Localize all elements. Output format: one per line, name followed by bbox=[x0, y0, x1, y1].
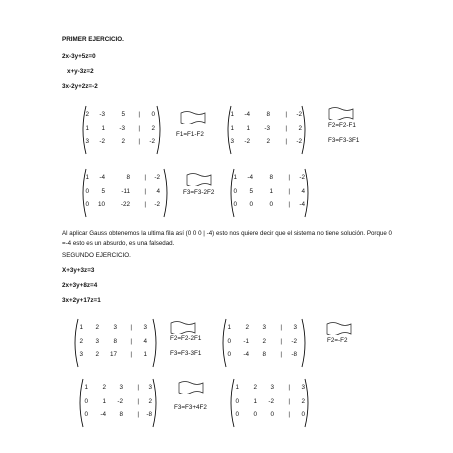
matrix-cell: | bbox=[288, 174, 290, 181]
row-operation: F3=F3-3F1 bbox=[328, 137, 360, 144]
matrix-cell: | bbox=[280, 351, 282, 358]
matrix-cell: | bbox=[288, 187, 290, 195]
matrix-cell: 1 bbox=[246, 124, 250, 132]
matrix-cell: 1 bbox=[84, 384, 88, 391]
matrix-cell: -4 bbox=[299, 201, 305, 208]
right-bracket bbox=[305, 169, 308, 217]
matrix-cell: 0 bbox=[233, 201, 237, 208]
matrix-cell: | bbox=[288, 201, 290, 208]
matrix-cell: 2 bbox=[266, 138, 270, 145]
augmented-matrix bbox=[225, 105, 308, 155]
augmented-matrix bbox=[228, 378, 311, 428]
row-operation: F1=F1-F2 bbox=[176, 131, 204, 138]
right-bracket bbox=[153, 319, 156, 367]
matrix-cell: 8 bbox=[113, 337, 117, 345]
matrix-cell: 10 bbox=[97, 201, 105, 208]
matrix-cell: 2 bbox=[102, 384, 106, 391]
matrix-cell: 0 bbox=[249, 201, 253, 208]
matrix-cell: | bbox=[144, 174, 146, 181]
matrix-cell: 1 bbox=[85, 124, 89, 132]
matrix-cell: 3 bbox=[230, 138, 234, 145]
right-bracket bbox=[157, 106, 160, 154]
matrix-cell: 4 bbox=[156, 187, 160, 195]
matrix-cell: 1 bbox=[79, 324, 83, 331]
matrix-cell: 3 bbox=[79, 351, 83, 358]
matrix-cell: | bbox=[130, 324, 132, 331]
matrix-cell: -1 bbox=[243, 337, 249, 345]
matrix-cell: 8 bbox=[262, 351, 266, 358]
matrix-cell: 2 bbox=[298, 124, 302, 132]
matrix-cell: | bbox=[288, 411, 290, 418]
augmented-matrix bbox=[77, 378, 159, 428]
exercise-2-equation-1: X+3y+3z=3 bbox=[62, 267, 95, 274]
matrix-cell: 1 bbox=[230, 124, 234, 132]
matrix-cell: -2 bbox=[154, 174, 160, 181]
matrix-cell: 1 bbox=[253, 397, 257, 405]
matrix-cell: 4 bbox=[301, 187, 305, 195]
matrix-cell: 1 bbox=[143, 351, 147, 358]
matrix-cell: -2 bbox=[154, 201, 160, 208]
matrix-cell: 1 bbox=[230, 111, 234, 118]
row-operation: F3=F3-2F2 bbox=[183, 189, 215, 196]
matrix-cell: | bbox=[130, 337, 132, 345]
matrix-cell: | bbox=[285, 111, 287, 118]
matrix-cell: -3 bbox=[119, 124, 125, 132]
matrix-cell: -3 bbox=[99, 111, 105, 118]
matrix-cell: 2 bbox=[95, 324, 99, 331]
matrix-cell: 0 bbox=[85, 187, 89, 195]
matrix-cell: -4 bbox=[244, 111, 250, 118]
matrix-cell: -22 bbox=[120, 201, 130, 208]
matrix-cell: | bbox=[137, 384, 139, 391]
matrix-cell: -4 bbox=[247, 174, 253, 181]
matrix-cell: | bbox=[285, 138, 287, 145]
matrix-cell: | bbox=[137, 411, 139, 418]
matrix-cell: | bbox=[137, 397, 139, 405]
matrix-cell: 0 bbox=[253, 411, 257, 418]
matrix-cell: 0 bbox=[301, 411, 305, 418]
augmented-matrix bbox=[72, 318, 159, 368]
matrix-cell: 2 bbox=[79, 337, 83, 345]
matrix-cell: 2 bbox=[121, 138, 125, 145]
matrix-cell: -2 bbox=[117, 397, 123, 405]
matrix-cell: | bbox=[285, 124, 287, 132]
matrix-cell: -2 bbox=[268, 397, 274, 405]
matrix-cell: 2 bbox=[95, 351, 99, 358]
matrix-cell: 1 bbox=[235, 384, 239, 391]
matrix-cell: 17 bbox=[109, 351, 117, 358]
matrix-cell: 1 bbox=[227, 324, 231, 331]
matrix-cell: 2 bbox=[85, 111, 89, 118]
matrix-cell: 3 bbox=[270, 384, 274, 391]
matrix-cell: 0 bbox=[227, 337, 231, 345]
matrix-cell: | bbox=[138, 111, 140, 118]
matrix-cell: 0 bbox=[84, 397, 88, 405]
right-bracket bbox=[153, 379, 156, 427]
matrix-cell: 3 bbox=[293, 324, 297, 331]
exercise-1-title: PRIMER EJERCICIO. bbox=[62, 36, 124, 43]
exercise-1-equation-3: 3x-2y+2z=-2 bbox=[62, 83, 98, 90]
exercise-1-equation-2: x+y-3z=2 bbox=[67, 68, 94, 75]
matrix-cell: -2 bbox=[149, 138, 155, 145]
matrix-cell: 2 bbox=[262, 337, 266, 345]
matrix-cell: 0 bbox=[85, 201, 89, 208]
row-operation: F3=F3+4F2 bbox=[174, 404, 207, 411]
matrix-cell: -8 bbox=[146, 411, 152, 418]
matrix-cell: -8 bbox=[291, 351, 297, 358]
matrix-cell: 4 bbox=[143, 337, 147, 345]
matrix-cell: | bbox=[280, 324, 282, 331]
matrix-cell: 0 bbox=[235, 397, 239, 405]
matrix-cell: -4 bbox=[99, 174, 105, 181]
matrix-cell: 5 bbox=[121, 111, 125, 118]
matrix-cell: 5 bbox=[101, 187, 105, 195]
exercise-2-title: SEGUNDO EJERCICIO. bbox=[62, 252, 131, 259]
row-operation: F2=F2-2F1 bbox=[170, 335, 202, 342]
matrix-cell: -3 bbox=[264, 124, 270, 132]
augmented-matrix bbox=[80, 168, 170, 218]
augmented-matrix bbox=[220, 318, 308, 368]
matrix-cell: 0 bbox=[151, 111, 155, 118]
matrix-cell: 3 bbox=[95, 337, 99, 345]
matrix-cell: 2 bbox=[245, 324, 249, 331]
right-bracket bbox=[302, 319, 305, 367]
matrix-cell: 8 bbox=[119, 411, 123, 418]
matrix-cell: 3 bbox=[85, 138, 89, 145]
matrix-cell: -2 bbox=[296, 111, 302, 118]
exercise-2-equation-2: 2x+3y+8z=4 bbox=[62, 282, 98, 289]
matrix-cell: -2 bbox=[299, 174, 305, 181]
right-bracket bbox=[302, 106, 305, 154]
matrix-cell: -2 bbox=[99, 138, 105, 145]
row-operation: F2=-F2 bbox=[327, 337, 348, 344]
matrix-cell: | bbox=[280, 337, 282, 345]
matrix-cell: 1 bbox=[101, 124, 105, 132]
matrix-cell: -4 bbox=[243, 351, 249, 358]
matrix-cell: 0 bbox=[233, 187, 237, 195]
matrix-cell: 0 bbox=[84, 411, 88, 418]
matrix-cell: 1 bbox=[85, 174, 89, 181]
matrix-cell: 3 bbox=[148, 384, 152, 391]
matrix-cell: | bbox=[144, 201, 146, 208]
matrix-cell: 1 bbox=[233, 174, 237, 181]
matrix-cell: -4 bbox=[100, 411, 106, 418]
matrix-cell: 5 bbox=[249, 187, 253, 195]
matrix-cell: 0 bbox=[227, 351, 231, 358]
augmented-matrix bbox=[80, 105, 163, 155]
matrix-cell: 8 bbox=[126, 174, 130, 181]
matrix-cell: | bbox=[288, 384, 290, 391]
exercise-1-equation-1: 2x-3y+5z=0 bbox=[62, 53, 96, 60]
matrix-cell: | bbox=[144, 187, 146, 195]
matrix-cell: 2 bbox=[151, 124, 155, 132]
matrix-cell: -2 bbox=[244, 138, 250, 145]
matrix-cell: -2 bbox=[291, 337, 297, 345]
matrix-cell: -2 bbox=[296, 138, 302, 145]
right-bracket bbox=[305, 379, 308, 427]
matrix-cell: | bbox=[138, 124, 140, 132]
matrix-cell: 3 bbox=[262, 324, 266, 331]
matrix-cell: 3 bbox=[301, 384, 305, 391]
matrix-cell: 1 bbox=[102, 397, 106, 405]
matrix-cell: | bbox=[138, 138, 140, 145]
matrix-cell: 8 bbox=[266, 111, 270, 118]
row-operation: F2=F2-F1 bbox=[328, 122, 356, 129]
matrix-cell: -11 bbox=[121, 187, 130, 195]
right-bracket bbox=[164, 169, 167, 217]
matrix-cell: 2 bbox=[148, 397, 152, 405]
arrow-flag-icon bbox=[178, 380, 204, 399]
matrix-cell: 2 bbox=[253, 384, 257, 391]
conclusion-paragraph: Al aplicar Gauss obtenemos la ultima fila así (0 0 0 | -4) esto nos quiere decir que el sistema no tiene solución. Porque 0 =-4 esto es un absurdo, es una falsedad. bbox=[62, 230, 392, 247]
arrow-flag-icon bbox=[180, 110, 206, 129]
augmented-matrix bbox=[228, 168, 311, 218]
matrix-cell: 3 bbox=[113, 324, 117, 331]
matrix-cell: 8 bbox=[269, 174, 273, 181]
matrix-cell: 0 bbox=[269, 201, 273, 208]
matrix-cell: | bbox=[130, 351, 132, 358]
matrix-cell: | bbox=[288, 397, 290, 405]
matrix-cell: 3 bbox=[119, 384, 123, 391]
row-operation: F3=F3-3F1 bbox=[170, 350, 202, 357]
matrix-cell: 0 bbox=[235, 411, 239, 418]
matrix-cell: 2 bbox=[301, 397, 305, 405]
matrix-cell: 1 bbox=[269, 187, 273, 195]
matrix-cell: 0 bbox=[270, 411, 274, 418]
exercise-2-equation-3: 3x+2y+17z=1 bbox=[62, 297, 101, 304]
matrix-cell: 3 bbox=[143, 324, 147, 331]
